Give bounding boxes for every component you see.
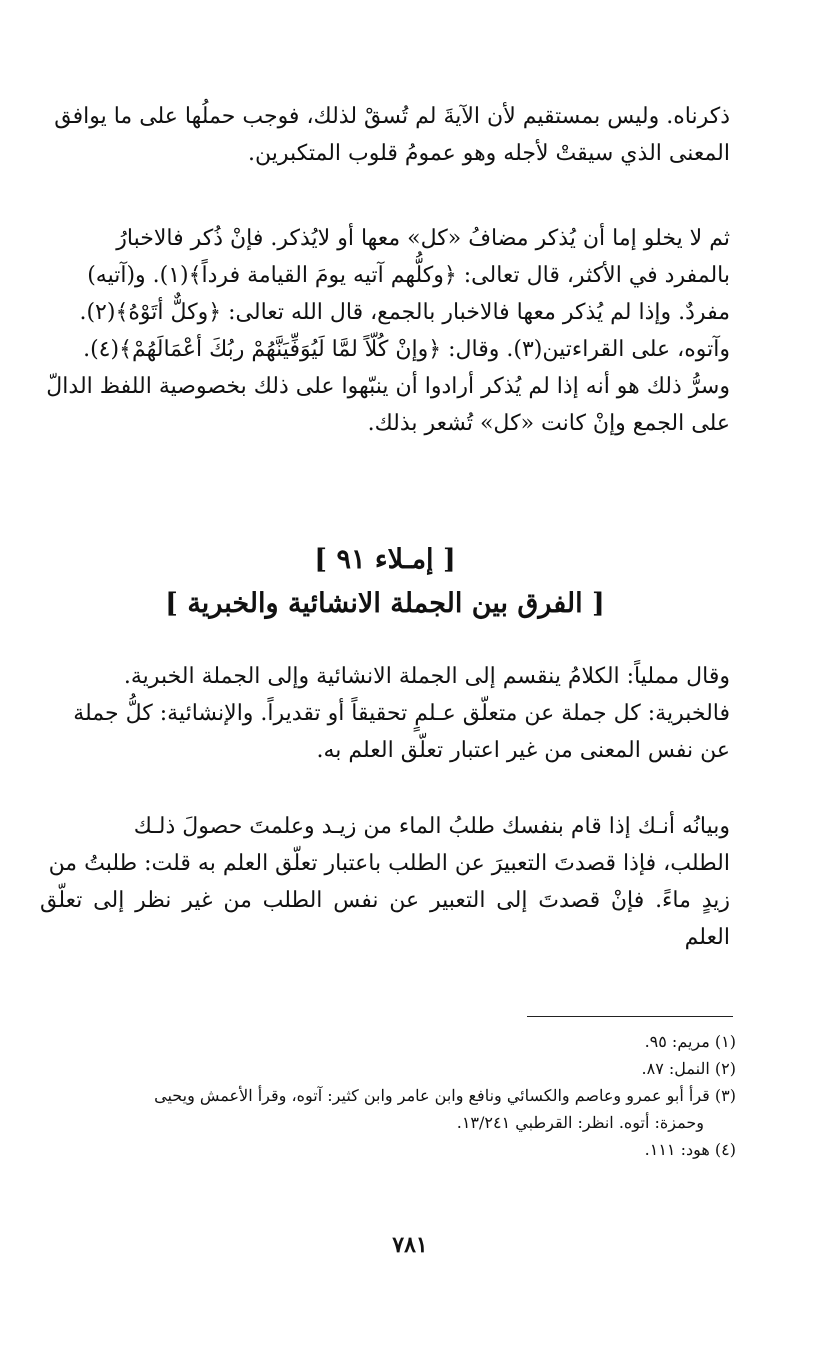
section-title-heading: [ الفرق بين الجملة الانشائية والخبرية ] — [165, 588, 605, 619]
footnote-3: (٣) قرأ أبو عمرو وعاصم والكسائي ونافع وابن عامر وابن كثير: آتوه، وقرأ الأعمش ويحيى — [154, 1086, 736, 1105]
paragraph-2 — [40, 220, 730, 442]
paragraph-4 — [40, 808, 730, 956]
text-line: زيدٍ ماءً. فإنْ قصدتَ إلى التعبير عن نفس الطلب من غير نظر إلى تعلّق العلم — [40, 888, 730, 950]
text-line: الطلب، فإذا قصدتَ التعبيرَ عن الطلب باعتبار تعلّق العلم به قلت: طلبتُ من — [48, 851, 730, 876]
text-line: ذكرناه. وليس بمستقيم لأن الآيةَ لم تُسقْ لذلك، فوجب حملُها على ما يوافق — [54, 104, 730, 129]
paragraph-3 — [40, 658, 730, 769]
footnote-3-continued: وحمزة: أتوه. انظر: القرطبي ١٣/٢٤١. — [456, 1113, 704, 1132]
footnote-divider — [527, 1016, 733, 1017]
footnotes — [40, 1028, 736, 1163]
section-number-heading: [ إمـلاء ٩١ ] — [314, 544, 456, 575]
text-line: بالمفرد في الأكثر، قال تعالى: ﴿وكلُّهم آتيه يومَ القيامة فرداً﴾(١). و(آتيه) — [87, 263, 730, 288]
page-number: ٧٨١ — [392, 1232, 428, 1258]
paragraph-1 — [40, 98, 730, 172]
footnote-2: (٢) النمل: ٨٧. — [641, 1059, 736, 1078]
text-line: وبيانُه أنـك إذا قام بنفسك طلبُ الماء من زيـد وعلمتَ حصولَ ذلـك — [133, 814, 730, 839]
text-line: وآتوه، على القراءتين(٣). وقال: ﴿وإنْ كُلّاً لمَّا لَيُوَفِّيَنَّهُمْ ربُكَ أعْمَالَهُمْ﴾(٤). — [83, 337, 730, 362]
text-line: وقال مملياً: الكلامُ ينقسم إلى الجملة الانشائية وإلى الجملة الخبرية. — [123, 664, 730, 689]
text-line: عن نفس المعنى من غير اعتبار تعلّق العلم به. — [316, 738, 730, 763]
footnote-4: (٤) هود: ١١١. — [644, 1140, 736, 1159]
text-line: فالخبرية: كل جملة عن متعلّق عـلمٍ تحقيقاً أو تقديراً. والإنشائية: كلُّ جملة — [73, 701, 730, 726]
text-line: على الجمع وإنْ كانت «كل» تُشعر بذلك. — [367, 411, 730, 436]
footnote-1: (١) مريم: ٩٥. — [644, 1032, 736, 1051]
text-line: وسرُّ ذلك هو أنه إذا لم يُذكر أرادوا أن ينبّهوا على ذلك بخصوصية اللفظ الدالّ — [46, 374, 730, 399]
text-line: المعنى الذي سيقتْ لأجله وهو عمومُ قلوب المتكبرين. — [248, 141, 730, 166]
text-line: ثم لا يخلو إما أن يُذكر مضافُ «كل» معها أو لايُذكر. فإنْ ذُكر فالاخبارُ — [116, 226, 730, 251]
text-line: مفردٌ. وإذا لم يُذكر معها فالاخبار بالجمع، قال الله تعالى: ﴿وكلٌّ أتَوْهُ﴾(٢). — [79, 300, 730, 325]
